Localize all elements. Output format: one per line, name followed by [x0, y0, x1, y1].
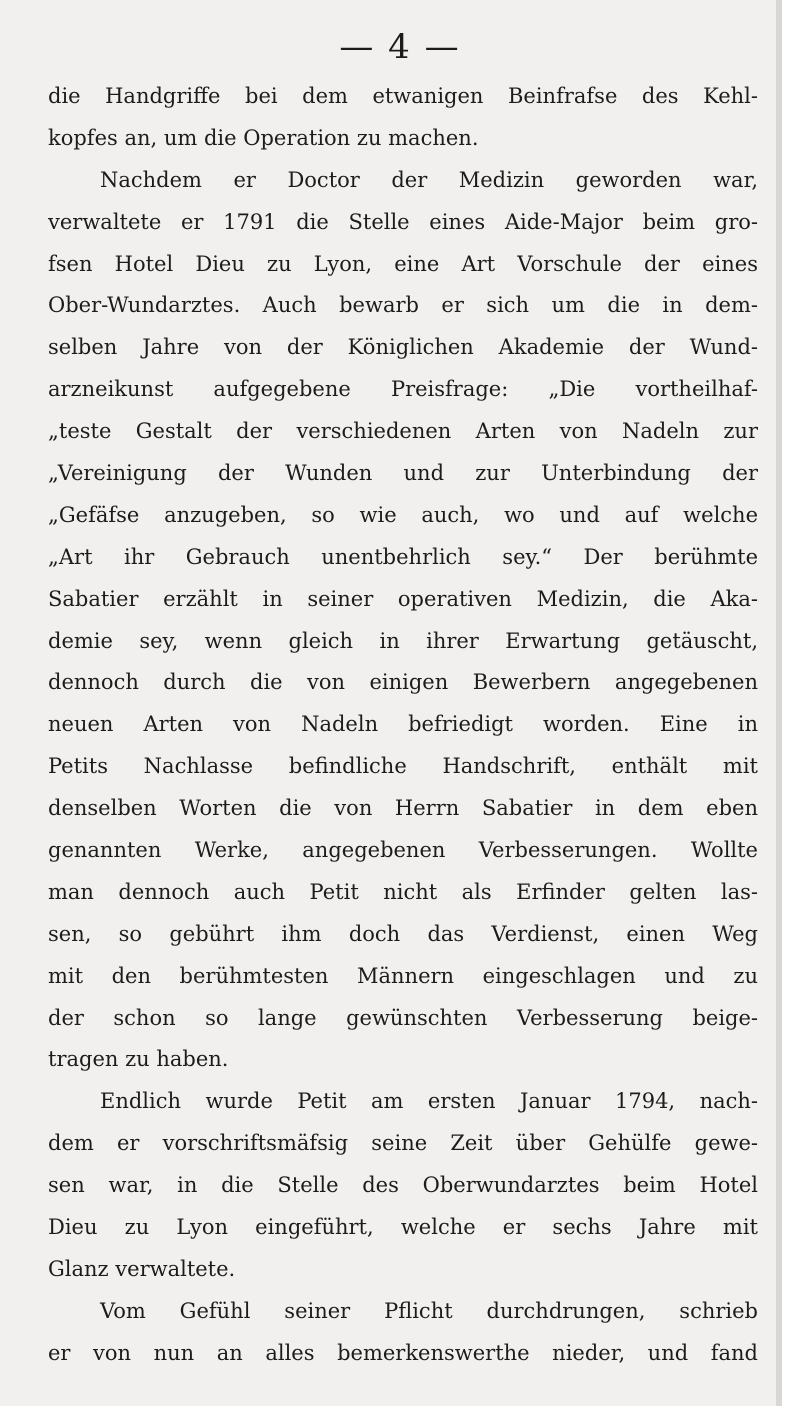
text-line: er von nun an alles bemerkenswerthe nieder, und fand [48, 1340, 758, 1365]
text-line: sen war, in die Stelle des Oberwundarztes beim Hotel [48, 1173, 758, 1198]
text-line: fsen Hotel Dieu zu Lyon, eine Art Vorschule der eines [48, 251, 758, 276]
text-line: „Gefäfse anzugeben, so wie auch, wo und auf welche [48, 502, 758, 527]
text-line: arzneikunst aufgegebene Preisfrage: „Die vortheilhaf- [48, 377, 758, 402]
text-line: Dieu zu Lyon eingeführt, welche er sechs Jahre mit [48, 1215, 758, 1240]
text-line: dennoch durch die von einigen Bewerbern angegebenen [48, 670, 758, 695]
text-line: dem er vorschriftsmäfsig seine Zeit über Gehülfe gewe- [48, 1131, 758, 1156]
body-text [48, 76, 758, 1375]
page-edge [782, 0, 800, 1406]
text-line: Ober-Wundarztes. Auch bewarb er sich um die in dem- [48, 293, 758, 318]
text-line: Glanz verwaltete. [48, 1256, 236, 1281]
text-line: Petits Nachlasse befindliche Handschrift, enthält mit [48, 754, 758, 779]
text-line: „teste Gestalt der verschiedenen Arten von Nadeln zur [48, 419, 758, 444]
text-line: neuen Arten von Nadeln befriedigt worden. Eine in [48, 712, 758, 737]
page-number: — 4 — [339, 27, 461, 67]
text-line: denselben Worten die von Herrn Sabatier in dem eben [48, 796, 758, 821]
text-line: kopfes an, um die Operation zu machen. [48, 125, 479, 150]
text-line: die Handgriffe bei dem etwanigen Beinfrafse des Kehl- [48, 84, 758, 108]
text-line: Nachdem er Doctor der Medizin geworden war, [100, 167, 758, 192]
text-line: demie sey, wenn gleich in ihrer Erwartung getäuscht, [48, 628, 758, 653]
text-line: genannten Werke, angegebenen Verbesserungen. Wollte [48, 838, 758, 863]
text-line: mit den berühmtesten Männern eingeschlagen und zu [48, 963, 758, 988]
text-line: „Art ihr Gebrauch unentbehrlich sey.“ Der berühmte [48, 544, 758, 569]
text-line: man dennoch auch Petit nicht als Erfinder gelten las- [48, 879, 758, 904]
text-line: verwaltete er 1791 die Stelle eines Aide-Major beim gro- [48, 209, 758, 234]
text-line: Vom Gefühl seiner Pflicht durchdrungen, schrieb [100, 1298, 758, 1323]
text-line: Sabatier erzählt in seiner operativen Medizin, die Aka- [48, 586, 758, 611]
text-line: der schon so lange gewünschten Verbesserung beige- [48, 1005, 758, 1030]
text-line: Endlich wurde Petit am ersten Januar 1794, nach- [100, 1089, 758, 1114]
text-line: tragen zu haben. [48, 1047, 229, 1072]
text-line: „Vereinigung der Wunden und zur Unterbindung der [48, 461, 758, 486]
text-line: selben Jahre von der Königlichen Akademie der Wund- [48, 335, 758, 360]
text-line: sen, so gebührt ihm doch das Verdienst, einen Weg [48, 921, 758, 946]
